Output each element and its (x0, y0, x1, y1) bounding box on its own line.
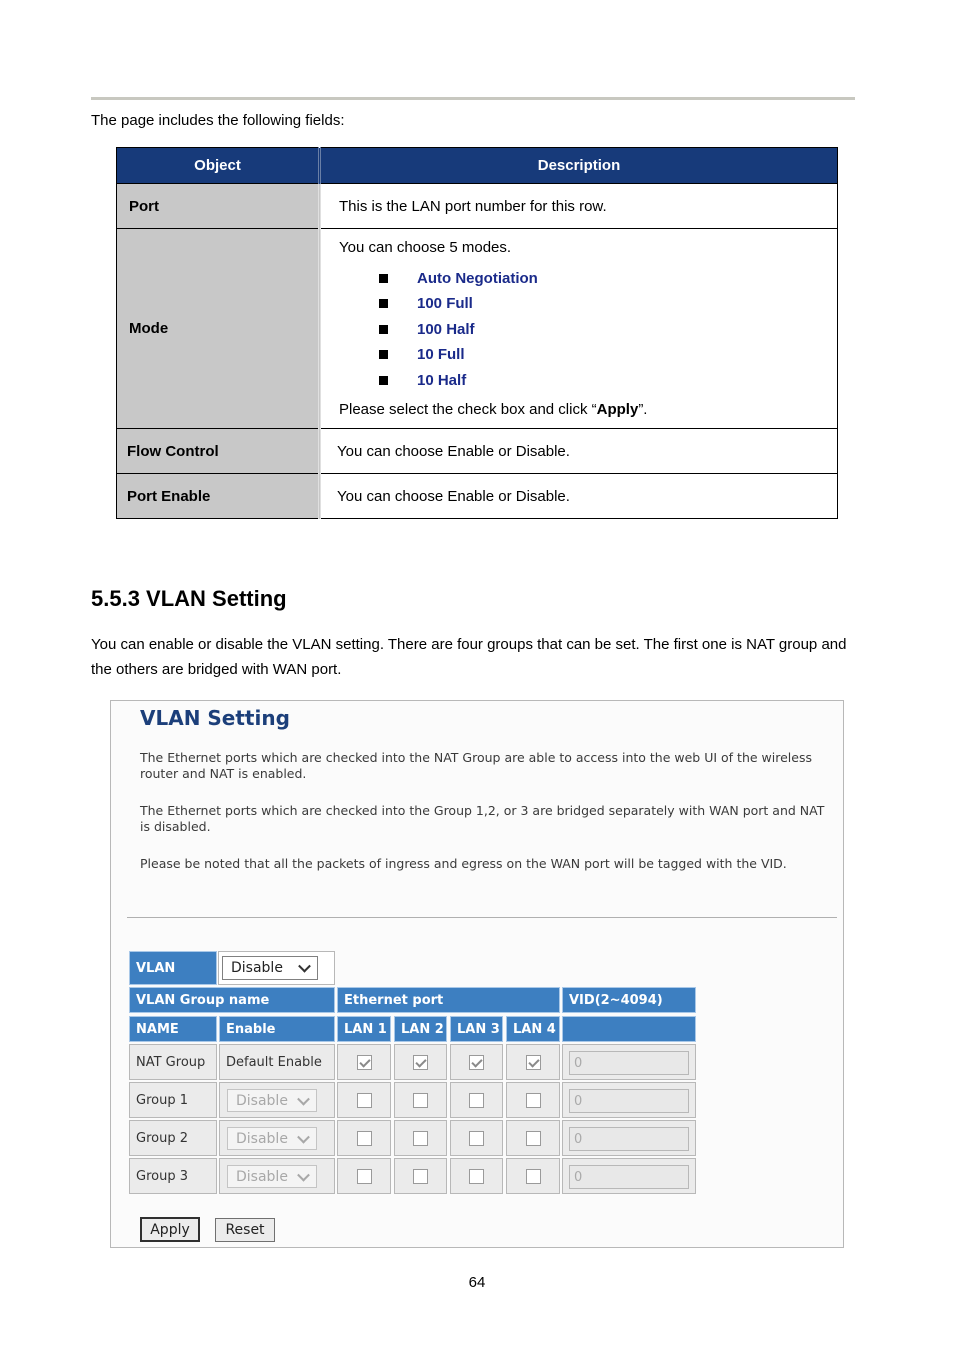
panel-title: VLAN Setting (140, 706, 290, 730)
lan-checkbox[interactable] (526, 1093, 541, 1108)
lan-cell (394, 1158, 447, 1194)
lan-cell (394, 1082, 447, 1118)
list-item: Auto Negotiation (379, 266, 837, 292)
object-port: Port (117, 184, 320, 229)
reset-button[interactable]: Reset (215, 1218, 275, 1242)
lan-checkbox[interactable] (469, 1169, 484, 1184)
lan-cell (337, 1158, 391, 1194)
header-description: Description (320, 148, 838, 184)
lan-cell (506, 1044, 560, 1080)
vid-cell (562, 1044, 696, 1080)
fields-table (116, 147, 838, 519)
lan-cell (450, 1158, 503, 1194)
group-2-enable-select[interactable]: Disable (227, 1127, 317, 1150)
row-name-group-1: Group 1 (129, 1082, 217, 1118)
col-lan-4: LAN 4 (506, 1016, 560, 1042)
row-name-group-2: Group 2 (129, 1120, 217, 1156)
row-enable-group-3 (219, 1158, 335, 1194)
section-title: 5.5.3 VLAN Setting (91, 586, 287, 611)
mode-options-list (339, 266, 837, 394)
desc-mode (320, 229, 838, 429)
panel-para-groups: The Ethernet ports which are checked into the Group 1,2, or 3 are bridged separately with WAN port and NAT is disabled. (140, 803, 825, 834)
lan-checkbox[interactable] (357, 1169, 372, 1184)
lan-cell (506, 1158, 560, 1194)
square-bullet-icon (379, 274, 388, 283)
row-enable-group-1 (219, 1082, 335, 1118)
lan-cell (506, 1120, 560, 1156)
vid-input[interactable]: 0 (569, 1127, 689, 1151)
square-bullet-icon (379, 376, 388, 385)
lan-cell (337, 1120, 391, 1156)
lan-cell (337, 1082, 391, 1118)
lan-cell (450, 1120, 503, 1156)
header-ethernet-port: Ethernet port (337, 987, 560, 1013)
list-item: 10 Half (379, 368, 837, 394)
square-bullet-icon (379, 350, 388, 359)
vid-input[interactable]: 0 (569, 1165, 689, 1189)
lan-cell (450, 1044, 503, 1080)
lan-checkbox[interactable] (469, 1055, 484, 1070)
row-name-nat-group: NAT Group (129, 1044, 217, 1080)
group-3-enable-select[interactable]: Disable (227, 1165, 317, 1188)
lan-cell (337, 1044, 391, 1080)
row-name-group-3: Group 3 (129, 1158, 217, 1194)
vlan-setting-screenshot (110, 700, 844, 1248)
list-item: 100 Full (379, 291, 837, 317)
lan-checkbox[interactable] (413, 1093, 428, 1108)
top-divider (91, 97, 855, 100)
table-row (117, 184, 838, 229)
vid-cell (562, 1158, 696, 1194)
chevron-down-icon (298, 960, 311, 973)
lan-cell (394, 1120, 447, 1156)
vid-cell (562, 1120, 696, 1156)
header-vid: VID(2~4094) (562, 987, 696, 1013)
col-vid (562, 1016, 696, 1042)
desc-port-enable: You can choose Enable or Disable. (320, 474, 838, 519)
vid-input[interactable]: 0 (569, 1089, 689, 1113)
lan-checkbox[interactable] (469, 1093, 484, 1108)
lan-checkbox[interactable] (357, 1131, 372, 1146)
lan-checkbox[interactable] (357, 1055, 372, 1070)
col-enable: Enable (219, 1016, 335, 1042)
desc-port: This is the LAN port number for this row. (320, 184, 838, 229)
panel-para-vid: Please be noted that all the packets of ingress and egress on the WAN port will be tagged with the VID. (140, 856, 787, 871)
lan-cell (450, 1082, 503, 1118)
col-lan-3: LAN 3 (450, 1016, 503, 1042)
lan-checkbox[interactable] (526, 1169, 541, 1184)
lan-checkbox[interactable] (413, 1169, 428, 1184)
col-lan-2: LAN 2 (394, 1016, 447, 1042)
col-name: NAME (129, 1016, 217, 1042)
mode-note: Please select the check box and click “Apply”. (339, 401, 648, 419)
vlan-label: VLAN (129, 951, 217, 985)
panel-para-nat: The Ethernet ports which are checked into the NAT Group are able to access into the web UI of the wireless router and NAT is enabled. (140, 750, 812, 781)
vid-cell (562, 1082, 696, 1118)
table-row (117, 474, 838, 519)
lan-cell (394, 1044, 447, 1080)
list-item: 100 Half (379, 317, 837, 343)
lan-cell (506, 1082, 560, 1118)
section-body: You can enable or disable the VLAN setting. There are four groups that can be set. The first one is NAT group and the others are bridged with WAN port. (91, 636, 847, 678)
lan-checkbox[interactable] (526, 1131, 541, 1146)
object-flow-control: Flow Control (117, 429, 320, 474)
lan-checkbox[interactable] (413, 1131, 428, 1146)
object-port-enable: Port Enable (117, 474, 320, 519)
vid-input[interactable]: 0 (569, 1051, 689, 1075)
object-mode: Mode (117, 229, 320, 429)
list-item: 10 Full (379, 342, 837, 368)
desc-flow-control: You can choose Enable or Disable. (320, 429, 838, 474)
intro-text: The page includes the following fields: (91, 112, 345, 129)
vlan-select[interactable]: Disable (222, 956, 318, 980)
col-lan-1: LAN 1 (337, 1016, 391, 1042)
row-enable-group-2 (219, 1120, 335, 1156)
chevron-down-icon (297, 1130, 310, 1143)
chevron-down-icon (297, 1092, 310, 1105)
lan-checkbox[interactable] (413, 1055, 428, 1070)
panel-divider (127, 917, 837, 918)
header-object: Object (117, 148, 320, 184)
square-bullet-icon (379, 325, 388, 334)
lan-checkbox[interactable] (469, 1131, 484, 1146)
vlan-select-cell (218, 951, 335, 985)
apply-button[interactable]: Apply (140, 1217, 200, 1242)
table-row (117, 429, 838, 474)
group-1-enable-select[interactable]: Disable (227, 1089, 317, 1112)
row-enable-nat-group: Default Enable (219, 1044, 335, 1080)
square-bullet-icon (379, 299, 388, 308)
mode-intro: You can choose 5 modes. (339, 238, 512, 256)
page-number: 64 (468, 1274, 486, 1291)
chevron-down-icon (297, 1168, 310, 1181)
lan-checkbox[interactable] (526, 1055, 541, 1070)
header-vlan-group-name: VLAN Group name (129, 987, 335, 1013)
lan-checkbox[interactable] (357, 1093, 372, 1108)
table-row (117, 229, 838, 429)
